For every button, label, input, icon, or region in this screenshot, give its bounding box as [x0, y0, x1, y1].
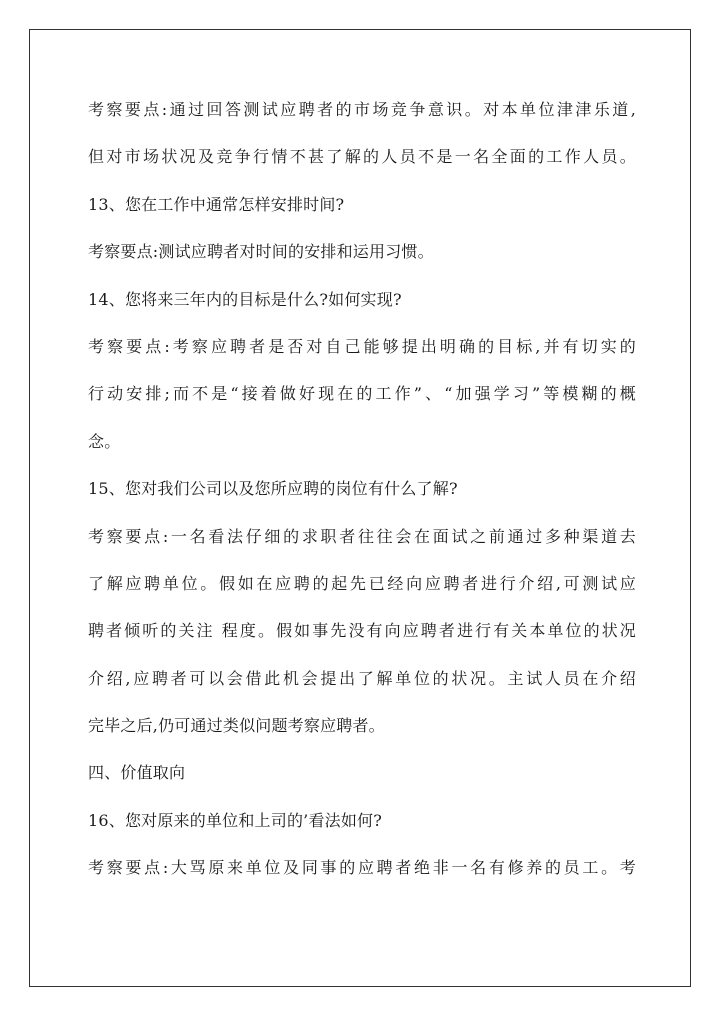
text-line: 行动安排;而不是“接着做好现在的工作”、“加强学习”等模糊的概 — [88, 384, 636, 404]
text-line: 考察要点:测试应聘者对时间的安排和运用习惯。 — [88, 242, 434, 262]
text-line: 念。 — [88, 431, 121, 451]
text-line: 四、价值取向 — [88, 763, 186, 783]
text-line: 考察要点:通过回答测试应聘者的市场竞争意识。对本单位津津乐道, — [88, 100, 636, 119]
text-line: 14、您将来三年内的目标是什么?如何实现? — [88, 289, 402, 309]
text-line: 15、您对我们公司以及您所应聘的岗位有什么了解? — [88, 479, 458, 499]
text-line: 考察要点:一名看法仔细的求职者往往会在面试之前通过多种渠道去 — [88, 526, 636, 546]
document-body — [88, 92, 636, 898]
text-line: 但对市场状况及竞争行情不甚了解的人员不是一名全面的工作人员。 — [88, 147, 636, 167]
text-line: 考察要点:大骂原来单位及同事的应聘者绝非一名有修养的员工。考 — [88, 858, 636, 878]
text-line: 介绍,应聘者可以会借此机会提出了解单位的状况。主试人员在介绍 — [88, 668, 636, 688]
text-line: 16、您对原来的单位和上司的’看法如何? — [88, 810, 383, 830]
text-line: 聘者倾听的关注 程度。假如事先没有向应聘者进行有关本单位的状况 — [88, 621, 636, 641]
text-line: 13、您在工作中通常怎样安排时间? — [88, 194, 345, 214]
text-line: 了解应聘单位。假如在应聘的起先已经向应聘者进行介绍,可测试应 — [88, 573, 636, 593]
text-line: 完毕之后,仍可通过类似问题考察应聘者。 — [88, 716, 385, 736]
text-line: 考察要点:考察应聘者是否对自己能够提出明确的目标,并有切实的 — [88, 336, 636, 356]
